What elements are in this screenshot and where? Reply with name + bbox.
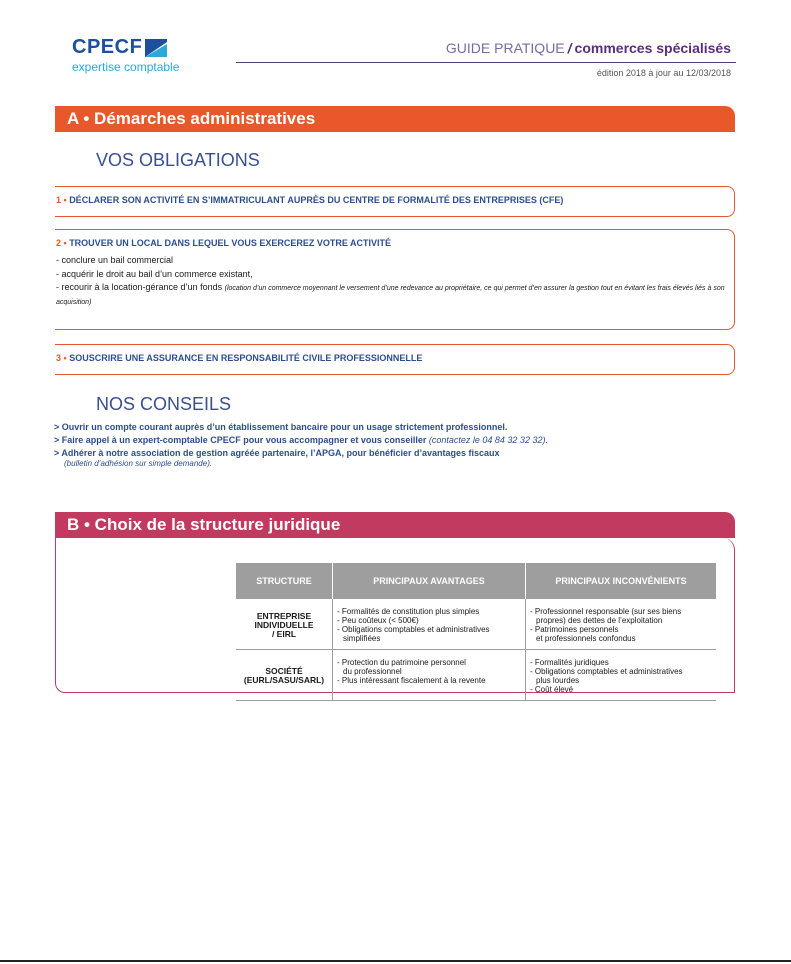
conseil-item-1: [54, 421, 507, 433]
guide-slash: /: [567, 40, 572, 56]
obligation-text: DÉCLARER SON ACTIVITÉ EN S’IMMATRICULANT AUPRÈS DU CENTRE DE FORMALITÉ DES ENTREPRISES (CFE): [69, 195, 564, 205]
column-header-structure: STRUCTURE: [236, 563, 333, 599]
header-divider: [236, 62, 736, 63]
obligation-title: [55, 187, 734, 205]
inconvenients-cell: [526, 599, 717, 650]
cell-line: (EURL/SASU/SARL): [243, 675, 325, 685]
logo-main-text: CPECF: [72, 36, 143, 58]
cell-line: ENTREPRISE: [256, 610, 312, 621]
column-header-inconvenients: PRINCIPAUX INCONVÉNIENTS: [526, 563, 717, 599]
column-header-avantages: PRINCIPAUX AVANTAGES: [333, 563, 526, 599]
cell-line: - Peu coûteux (< 500€): [337, 616, 419, 625]
avantages-cell: [333, 650, 526, 701]
cell-line: du professionnel: [343, 667, 402, 676]
cell-line: - Obligations comptables et administratives: [530, 667, 683, 676]
page-bottom-rule: [0, 960, 791, 962]
cell-line: propres) des dettes de l’exploitation: [536, 616, 663, 625]
list-item: - acquérir le droit au bail d’un commerce existant,: [56, 269, 253, 279]
guide-title: [446, 40, 731, 56]
conseil-text: > Faire appel à un expert-comptable CPECF pour vous accompagner et vous conseiller: [54, 435, 427, 445]
cell-line: - Protection du patrimoine personnel: [337, 658, 466, 667]
inconvenients-cell: [526, 650, 717, 701]
guide-subject: commerces spécialisés: [574, 40, 731, 56]
logo-wordmark: [72, 36, 179, 59]
cpecf-logo: [72, 36, 179, 74]
section-a-title: A • Démarches administratives: [55, 106, 735, 132]
obligation-box-1: [55, 186, 735, 217]
obligation-number: 2 •: [56, 238, 67, 248]
cell-line: et professionnels confondus: [536, 634, 636, 643]
list-item: - conclure un bail commercial: [56, 255, 174, 265]
obligation-box-3: [55, 344, 735, 375]
section-b-title: B • Choix de la structure juridique: [55, 512, 735, 538]
edition-date: édition 2018 à jour au 12/03/2018: [596, 68, 731, 78]
obligations-heading: VOS OBLIGATIONS: [96, 150, 260, 170]
structure-cell: [236, 650, 333, 701]
conseil-bulletin-note: (bulletin d’adhésion sur simple demande).: [64, 459, 213, 468]
cell-line: / EIRL: [271, 628, 297, 639]
conseil-phone-note: (contactez le 04 84 32 32 32).: [428, 435, 548, 445]
table-row: [236, 650, 716, 701]
list-item-note: (location d’un commerce moyennant le versement d’une redevance au propriétaire, ce qui permet d’en assurer la gestion tout en évitant les frais élevés liés à son acquisition): [56, 285, 725, 306]
obligation-options: [55, 248, 734, 309]
cell-line: - Coût élevé: [530, 685, 574, 694]
table-header-row: [236, 563, 716, 599]
cell-line: SOCIÉTÉ: [265, 666, 303, 676]
cell-line: - Obligations comptables et administratives: [337, 625, 490, 634]
cell-line: - Patrimoines personnels: [530, 625, 619, 634]
conseil-text: > Adhérer à notre association de gestion agréée partenaire, l’APGA, pour bénéficier d’avantages fiscaux: [54, 448, 500, 458]
cell-line: - Plus intéressant fiscalement à la revente: [337, 676, 486, 685]
cell-line: - Formalités de constitution plus simples: [337, 607, 480, 616]
obligation-title: [55, 230, 734, 248]
structure-table: [236, 563, 716, 701]
list-item-text: - recourir à la location-gérance d’un fonds: [56, 282, 223, 292]
obligation-title: [55, 345, 734, 363]
guide-prefix: GUIDE PRATIQUE: [445, 40, 565, 56]
cell-line: simplifiées: [343, 634, 381, 643]
obligation-box-2: [55, 229, 735, 330]
avantages-cell: [333, 599, 526, 650]
cell-line: plus lourdes: [536, 676, 580, 685]
cell-line: - Professionnel responsable (sur ses biens: [530, 607, 682, 616]
obligation-number: 1 •: [56, 195, 67, 205]
obligation-text: SOUSCRIRE UNE ASSURANCE EN RESPONSABILITÉ CIVILE PROFESSIONNELLE: [69, 353, 423, 363]
obligation-text: TROUVER UN LOCAL DANS LEQUEL VOUS EXERCEREZ VOTRE ACTIVITÉ: [69, 238, 392, 248]
conseil-text: > Ouvrir un compte courant auprès d’un établissement bancaire pour un usage strictement professionnel.: [54, 422, 508, 432]
logo-tagline: expertise comptable: [72, 60, 180, 74]
conseil-item-2: [54, 434, 548, 446]
obligation-number: 3 •: [56, 353, 67, 363]
conseil-item-3: [54, 447, 500, 459]
list-item: [56, 281, 726, 309]
cell-line: - Formalités juridiques: [530, 658, 609, 667]
diagonal-flag-icon: [145, 39, 167, 57]
table-row: [236, 599, 716, 650]
conseils-heading: NOS CONSEILS: [96, 394, 232, 414]
cell-line: INDIVIDUELLE: [254, 619, 314, 630]
structure-cell: [236, 599, 333, 650]
